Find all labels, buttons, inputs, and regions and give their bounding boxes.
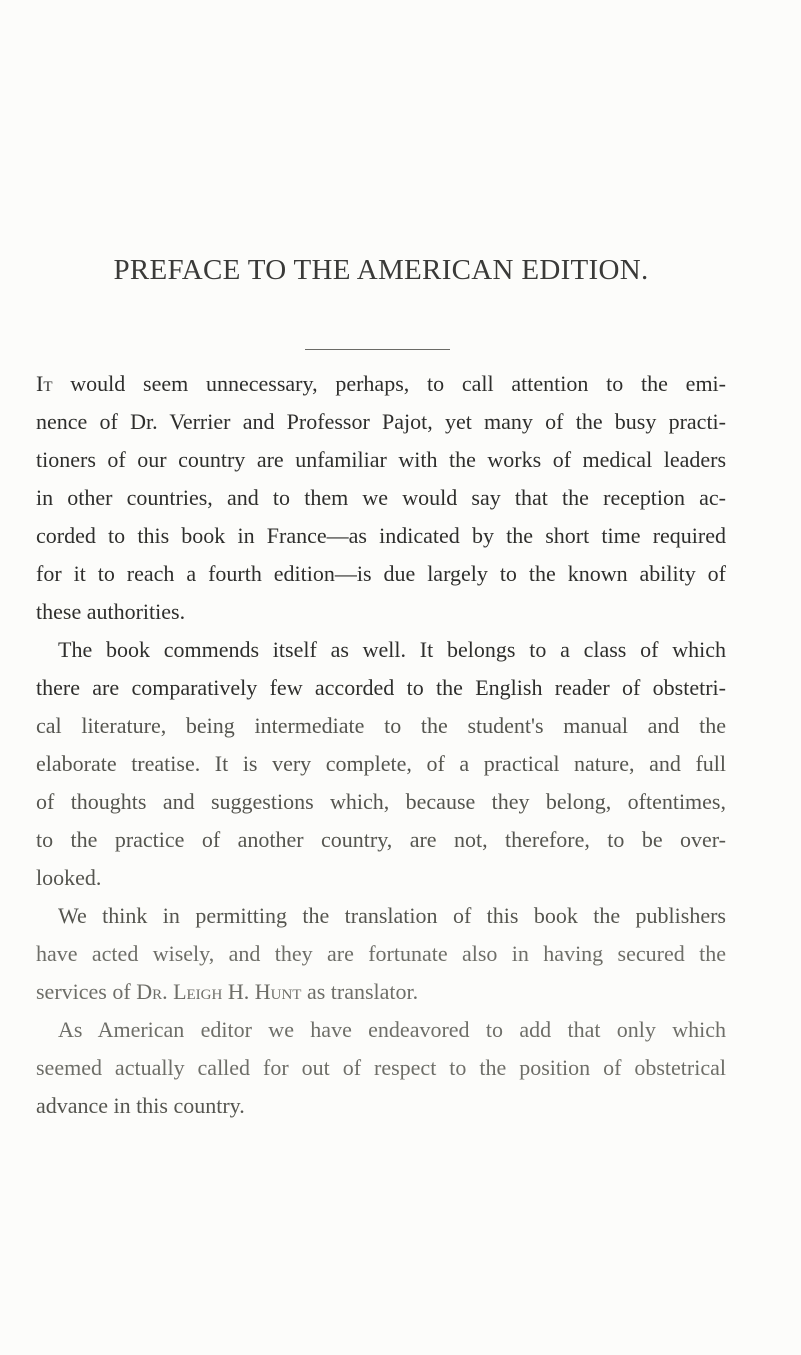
paragraph-2-line-7: looked. — [36, 865, 102, 890]
paragraph-1-line-5: corded to this book in France—as indicated by the short time required — [36, 523, 726, 548]
paragraph-1-line-4: in other countries, and to them we would say that the reception ac- — [36, 485, 726, 510]
paragraph-2-line-2: there are comparatively few accorded to the English reader of obstetri- — [36, 675, 726, 700]
paragraph-4-line-3: advance in this country. — [36, 1093, 245, 1118]
title-divider — [305, 349, 450, 350]
paragraph-3-line-1: We think in permitting the translation of this book the publishers — [58, 903, 726, 928]
paragraph-1-line-7: these authorities. — [36, 599, 186, 624]
paragraph-2-line-6: to the practice of another country, are not, therefore, to be over- — [36, 827, 726, 852]
paragraph-2-line-4: elaborate treatise. It is very complete, of a practical nature, and full — [36, 751, 726, 776]
paragraph-3-line-3-pre: services of — [36, 979, 137, 1004]
paragraph-1-line-3: tioners of our country are unfamiliar with the works of medical leaders — [36, 447, 726, 472]
paragraph-1-line-1-text: would seem unnecessary, perhaps, to call attention to the emi- — [52, 371, 726, 396]
paragraph-3-line-2: have acted wisely, and they are fortunate also in having secured the — [36, 941, 726, 966]
paragraph-lead-word: It — [36, 371, 53, 396]
paragraph-2-line-1: The book commends itself as well. It belongs to a class of which — [58, 637, 726, 662]
paragraph-1-line-6: for it to reach a fourth edition—is due largely to the known ability of — [36, 561, 726, 586]
page-title: PREFACE TO THE AMERICAN EDITION. — [113, 254, 649, 286]
paragraph-3-line-3 — [36, 978, 726, 1005]
paragraph-1-line-1 — [36, 370, 726, 397]
paragraph-4-line-1: As American editor we have endeavored to add that only which — [58, 1017, 726, 1042]
paragraph-2-line-3: cal literature, being intermediate to the student's manual and the — [36, 713, 726, 738]
paragraph-1-line-2: nence of Dr. Verrier and Professor Pajot, yet many of the busy practi- — [36, 409, 726, 434]
paragraph-3-line-3-post: as translator. — [301, 979, 419, 1004]
translator-name: Dr. Leigh H. Hunt — [136, 979, 302, 1004]
paragraph-2-line-5: of thoughts and suggestions which, because they belong, oftentimes, — [36, 789, 726, 814]
paragraph-4-line-2: seemed actually called for out of respect to the position of obstetrical — [36, 1055, 726, 1080]
